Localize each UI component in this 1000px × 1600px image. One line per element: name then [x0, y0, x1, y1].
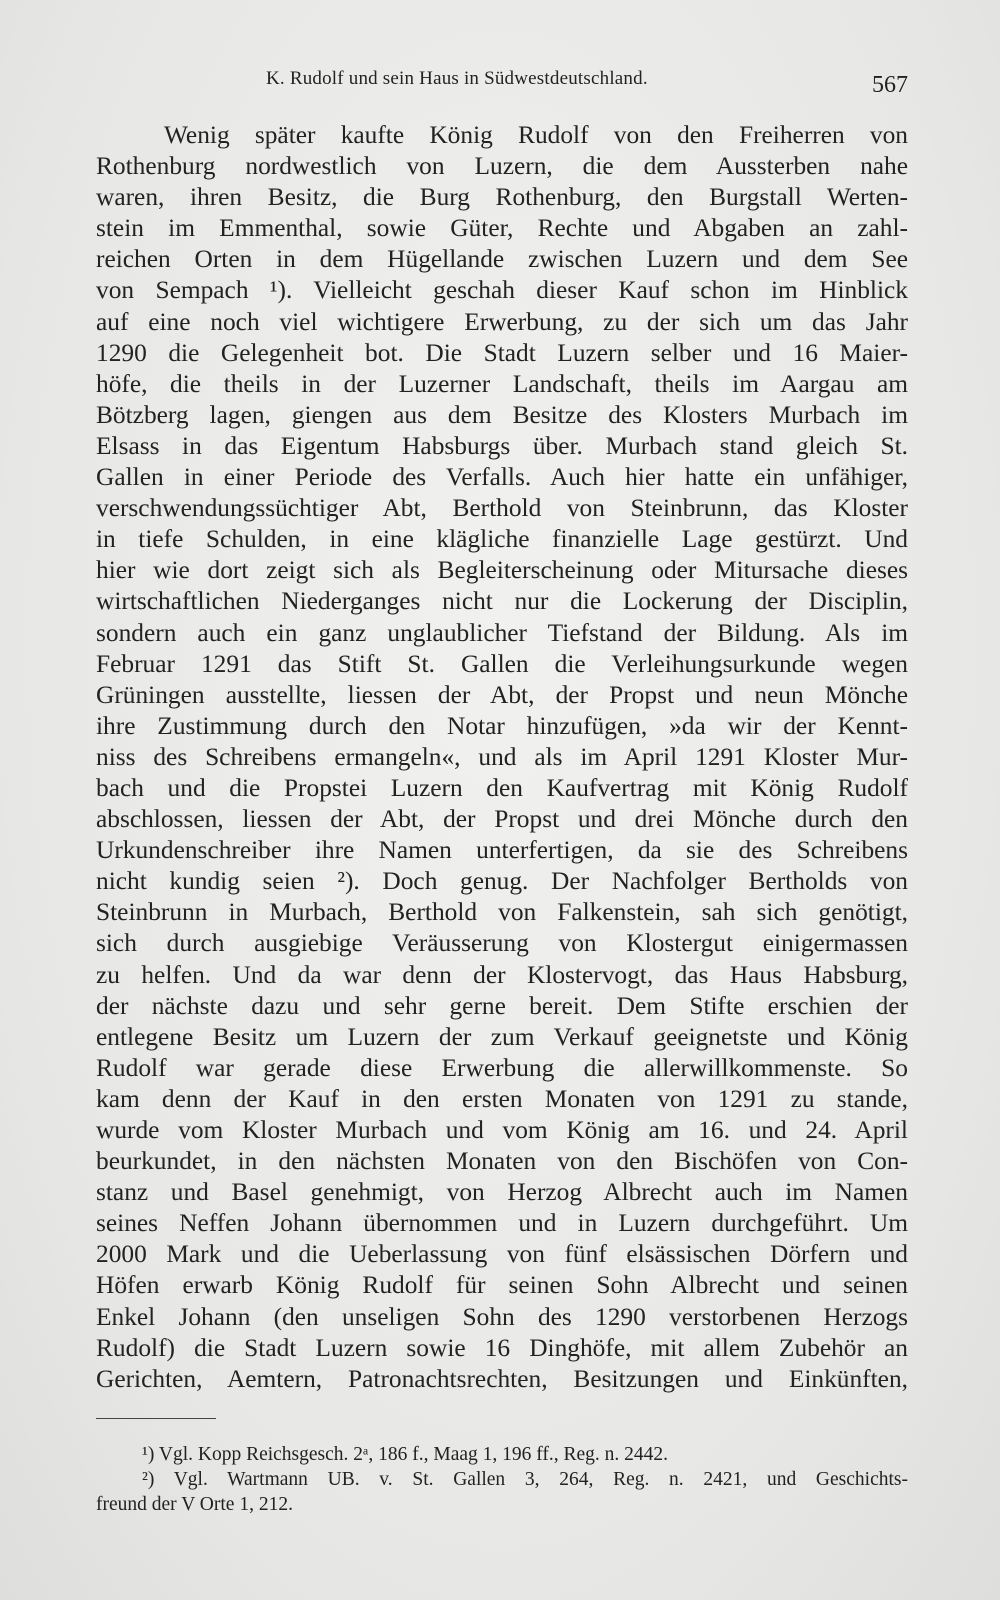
text-line: entlegene Besitz um Luzern der zum Verkauf geeignetste und König — [96, 1022, 908, 1051]
footnote-line: ¹) Vgl. Kopp Reichsgesch. 2ᵃ, 186 f., Maag 1, 196 ff., Reg. n. 2442. — [142, 1444, 669, 1465]
text-line: hier wie dort zeigt sich als Begleiterscheinung oder Mitursache dieses — [96, 556, 908, 585]
text-line: nicht kundig seien ²). Doch genug. Der Nachfolger Bertholds von — [96, 867, 908, 896]
body-text — [96, 120, 908, 1395]
text-line: seines Neffen Johann übernommen und in Luzern durchgeführt. Um — [96, 1209, 908, 1238]
text-line: Enkel Johann (den unseligen Sohn des 1290 verstorbenen Herzogs — [96, 1302, 908, 1331]
page-number: 567 — [872, 72, 908, 98]
text-line: Rudolf) die Stadt Luzern sowie 16 Dinghöfe, mit allem Zubehör an — [96, 1333, 908, 1362]
text-line: Rudolf war gerade diese Erwerbung die allerwillkommenste. So — [96, 1053, 908, 1082]
text-line: höfe, die theils in der Luzerner Landschaft, theils im Aargau am — [96, 369, 908, 398]
text-line: sich durch ausgiebige Veräusserung von Klostergut einigermassen — [96, 929, 908, 958]
text-line: Grüningen ausstellte, liessen der Abt, der Propst und neun Mönche — [96, 680, 908, 709]
footnote-line: ²) Vgl. Wartmann UB. v. St. Gallen 3, 264, Reg. n. 2421, und Geschichts- — [142, 1469, 908, 1490]
footnotes — [96, 1442, 908, 1517]
text-line: Höfen erwarb König Rudolf für seinen Sohn Albrecht und seinen — [96, 1271, 908, 1300]
text-line: Gerichten, Aemtern, Patronachtsrechten, Besitzungen und Einkünften, — [96, 1364, 908, 1393]
text-line: von Sempach ¹). Vielleicht geschah dieser Kauf schon im Hinblick — [96, 276, 908, 305]
text-line: Bötzberg lagen, giengen aus dem Besitze des Klosters Murbach im — [96, 400, 908, 429]
text-line: Urkundenschreiber ihre Namen unterfertigen, da sie des Schreibens — [96, 836, 908, 865]
text-line: auf eine noch viel wichtigere Erwerbung, zu der sich um das Jahr — [96, 307, 908, 336]
text-line: 1290 die Gelegenheit bot. Die Stadt Luzern selber und 16 Maier- — [96, 338, 908, 367]
text-line: verschwendungssüchtiger Abt, Berthold von Steinbrunn, das Kloster — [96, 494, 908, 523]
text-line: kam denn der Kauf in den ersten Monaten von 1291 zu stande, — [96, 1084, 908, 1113]
text-line: bach und die Propstei Luzern den Kaufvertrag mit König Rudolf — [96, 773, 908, 802]
text-line: ihre Zustimmung durch den Notar hinzufügen, »da wir der Kennt- — [96, 711, 908, 740]
text-line: der nächste dazu und sehr gerne bereit. Dem Stifte erschien der — [96, 991, 908, 1020]
text-line: Februar 1291 das Stift St. Gallen die Verleihungsurkunde wegen — [96, 649, 908, 678]
text-line: stein im Emmenthal, sowie Güter, Rechte und Abgaben an zahl- — [96, 214, 908, 243]
text-line: wirtschaftlichen Niederganges nicht nur die Lockerung der Disciplin, — [96, 587, 908, 616]
text-line: abschlossen, liessen der Abt, der Propst und drei Mönche durch den — [96, 805, 908, 834]
text-line: reichen Orten in dem Hügellande zwischen Luzern und dem See — [96, 245, 908, 274]
text-line: Gallen in einer Periode des Verfalls. Auch hier hatte ein unfähiger, — [96, 463, 908, 492]
footnote-separator — [96, 1418, 216, 1419]
text-line: in tiefe Schulden, in eine klägliche finanzielle Lage gestürzt. Und — [96, 525, 908, 554]
text-line: niss des Schreibens ermangeln«, und als im April 1291 Kloster Mur- — [96, 742, 908, 771]
text-line: zu helfen. Und da war denn der Klostervogt, das Haus Habsburg, — [96, 960, 908, 989]
text-line: Rothenburg nordwestlich von Luzern, die dem Aussterben nahe — [96, 152, 908, 181]
text-line: sondern auch ein ganz unglaublicher Tiefstand der Bildung. Als im — [96, 618, 908, 647]
footnote-line: freund der V Orte 1, 212. — [96, 1494, 293, 1515]
text-line: Wenig später kaufte König Rudolf von den Freiherren von — [164, 121, 908, 149]
text-line: stanz und Basel genehmigt, von Herzog Albrecht auch im Namen — [96, 1178, 908, 1207]
text-line: wurde vom Kloster Murbach und vom König am 16. und 24. April — [96, 1116, 908, 1144]
page-header — [96, 60, 908, 100]
running-head: K. Rudolf und sein Haus in Südwestdeutschland. — [266, 68, 648, 89]
text-line: waren, ihren Besitz, die Burg Rothenburg, den Burgstall Werten- — [96, 183, 908, 212]
text-line: Steinbrunn in Murbach, Berthold von Falkenstein, sah sich genötigt, — [96, 898, 908, 927]
text-line: 2000 Mark und die Ueberlassung von fünf elsässischen Dörfern und — [96, 1240, 908, 1269]
text-line: Elsass in das Eigentum Habsburgs über. Murbach stand gleich St. — [96, 431, 908, 460]
text-line: beurkundet, in den nächsten Monaten von den Bischöfen von Con- — [96, 1147, 908, 1176]
